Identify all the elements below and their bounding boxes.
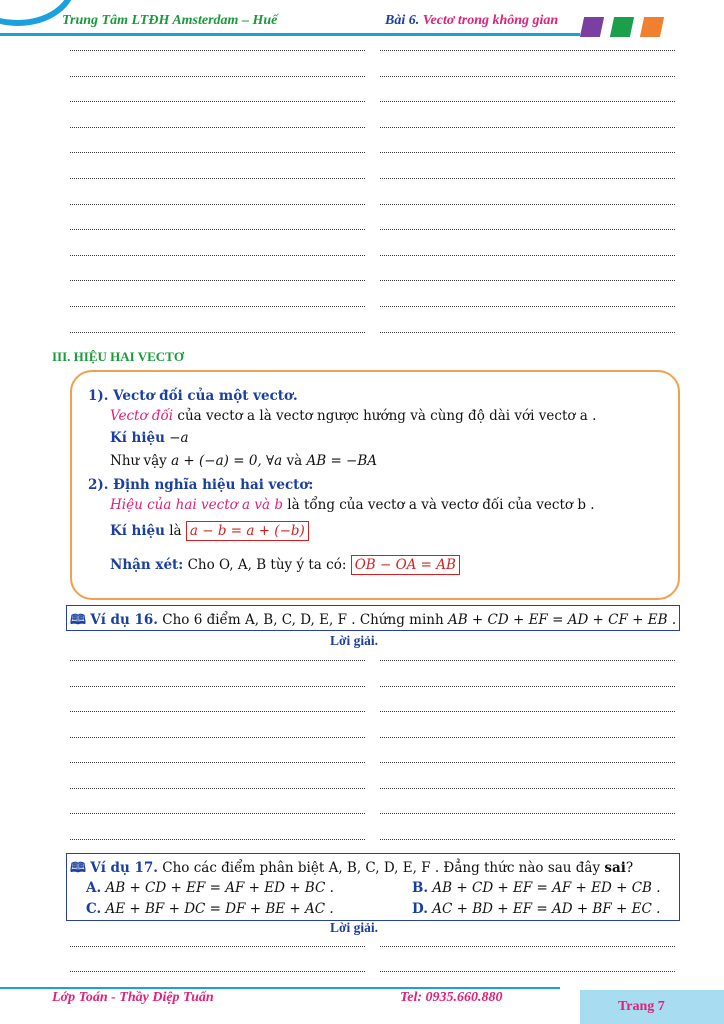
answer-line <box>70 178 365 179</box>
answer-line <box>380 127 675 128</box>
answer-line <box>380 660 675 661</box>
footer-phone: Tel: 0935.660.880 <box>400 990 503 1005</box>
answer-line <box>70 101 365 102</box>
theory-as-such: Như vậy a + (−a) = 0, ∀a và AB = −BA <box>110 453 378 469</box>
answer-line <box>380 204 675 205</box>
answer-line <box>70 152 365 153</box>
header-lesson: Bài 6. Vectơ trong không gian <box>385 13 559 28</box>
answer-line <box>70 332 365 333</box>
answer-line <box>380 946 675 947</box>
example-17-solution-title: Lời giải. <box>330 920 378 935</box>
header-square-green <box>610 17 634 37</box>
answer-line <box>380 152 675 153</box>
answer-line <box>380 788 675 789</box>
answer-line <box>380 686 675 687</box>
book-icon: 🕮 <box>70 860 86 876</box>
answer-line <box>70 204 365 205</box>
answer-line <box>380 332 675 333</box>
header-square-orange <box>640 17 664 37</box>
example-16-solution-title: Lời giải. <box>330 633 378 648</box>
footer-class: Lớp Toán - Thầy Diệp Tuấn <box>52 990 214 1005</box>
theory-notation-2: Kí hiệu là a − b = a + (−b) <box>110 523 309 539</box>
answer-line <box>380 306 675 307</box>
example-16-question: 🕮 Ví dụ 16. Cho 6 điểm A, B, C, D, E, F . Chứng minh AB + CD + EF = AD + CF + EB . <box>70 612 677 628</box>
theory-def-1: Vectơ đối của vectơ a là vectơ ngược hướng và cùng độ dài với vectơ a . <box>110 408 597 424</box>
answer-line <box>380 178 675 179</box>
option-c[interactable]: C. AE + BF + DC = DF + BE + AC . <box>86 901 334 917</box>
answer-line <box>380 229 675 230</box>
answer-line <box>70 839 365 840</box>
answer-line <box>70 255 365 256</box>
answer-line <box>380 255 675 256</box>
answer-line <box>70 788 365 789</box>
answer-line <box>70 971 365 972</box>
option-a[interactable]: A. AB + CD + EF = AF + ED + BC . <box>86 880 334 896</box>
theory-heading-1: 1). Vectơ đối của một vectơ. <box>88 388 298 404</box>
answer-line <box>70 127 365 128</box>
page-number: Trang 7 <box>618 999 665 1014</box>
example-17-question: 🕮 Ví dụ 17. Cho các điểm phân biệt A, B, C, D, E, F . Đẳng thức nào sau đây sai? <box>70 860 634 876</box>
theory-def-2: Hiệu của hai vectơ a và b là tổng của vectơ a và vectơ đối của vectơ b . <box>110 497 595 513</box>
answer-line <box>70 762 365 763</box>
section-title: III. HIỆU HAI VECTƠ <box>52 349 184 364</box>
answer-line <box>70 946 365 947</box>
answer-line <box>380 76 675 77</box>
header-rule <box>0 33 580 36</box>
answer-line <box>70 660 365 661</box>
theory-remark: Nhận xét: Cho O, A, B tùy ý ta có: OB − OA = AB <box>110 557 460 573</box>
answer-line <box>70 813 365 814</box>
answer-line <box>380 813 675 814</box>
answer-line <box>70 76 365 77</box>
answer-line <box>380 50 675 51</box>
header-square-purple <box>580 17 604 37</box>
answer-line <box>380 280 675 281</box>
answer-line <box>380 101 675 102</box>
answer-line <box>70 50 365 51</box>
answer-line <box>380 737 675 738</box>
option-b[interactable]: B. AB + CD + EF = AF + ED + CB . <box>412 880 661 896</box>
option-d[interactable]: D. AC + BD + EF = AD + BF + EC . <box>412 901 661 917</box>
answer-line <box>70 306 365 307</box>
book-icon: 🕮 <box>70 612 86 628</box>
answer-line <box>70 280 365 281</box>
answer-line <box>70 737 365 738</box>
answer-line <box>380 762 675 763</box>
answer-line <box>70 686 365 687</box>
answer-line <box>70 229 365 230</box>
theory-notation-1: Kí hiệu −a <box>110 430 189 446</box>
answer-line <box>380 839 675 840</box>
footer-rule <box>0 987 560 989</box>
answer-line <box>380 971 675 972</box>
answer-line <box>70 711 365 712</box>
answer-line <box>380 711 675 712</box>
theory-heading-2: 2). Định nghĩa hiệu hai vectơ: <box>88 477 314 493</box>
header-school: Trung Tâm LTĐH Amsterdam – Huế <box>62 13 278 28</box>
